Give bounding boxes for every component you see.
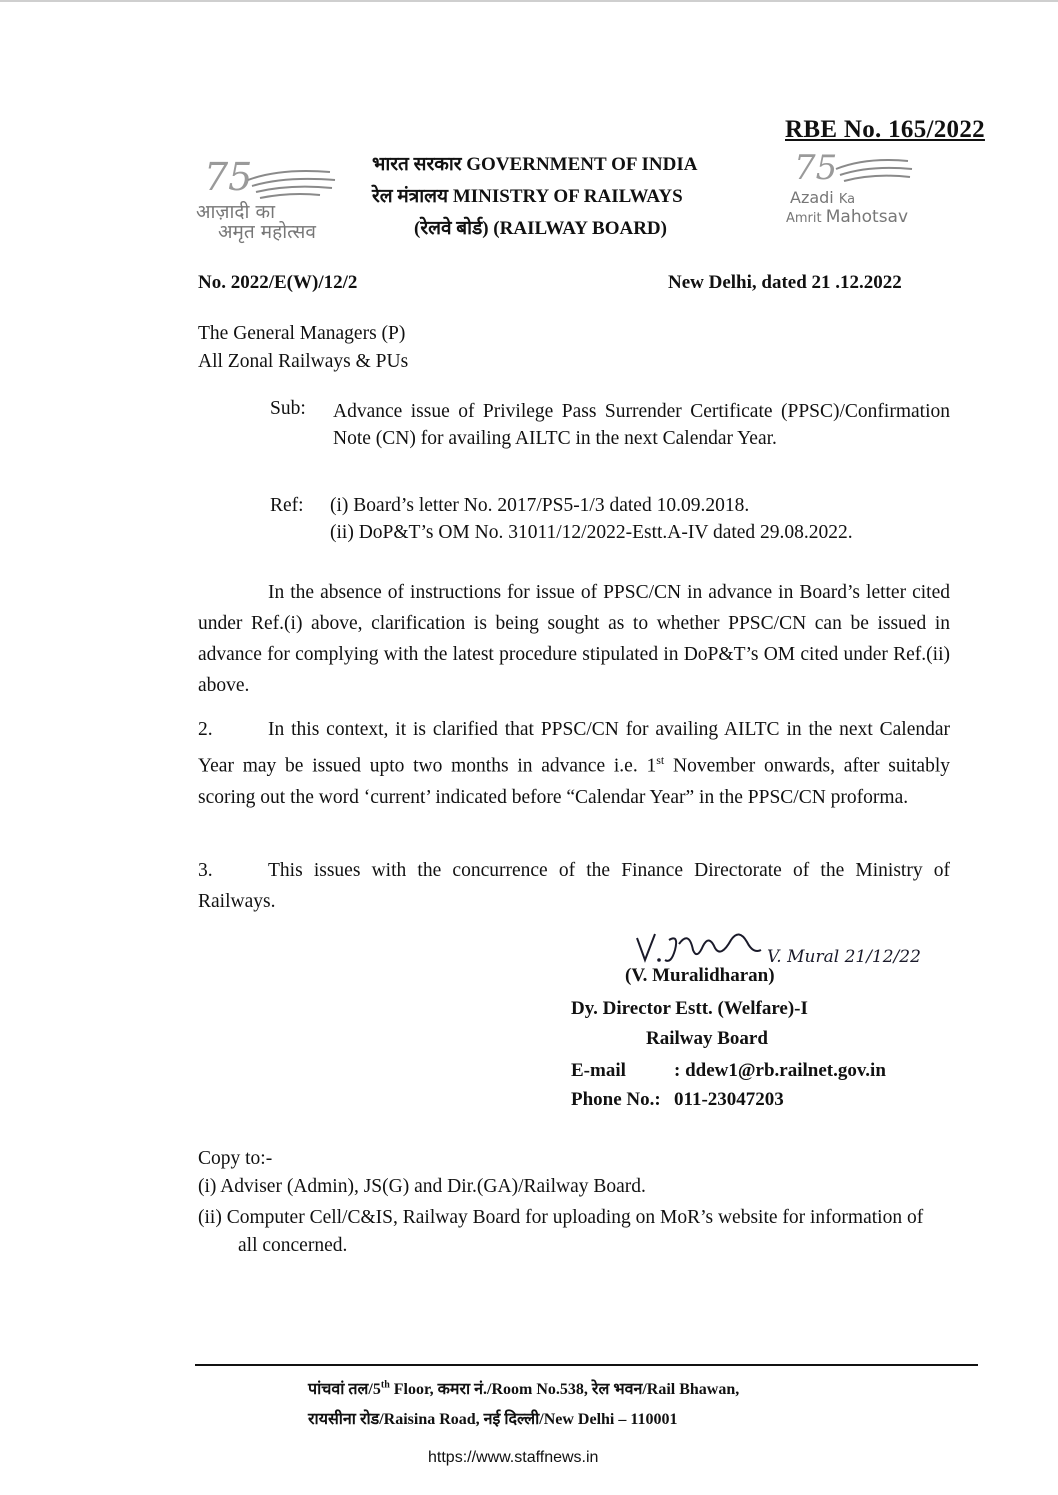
left-logo-line2: अमृत महोत्सव [218,221,316,243]
header-line-ministry: रेल मंत्रालय MINISTRY OF RAILWAYS [372,186,683,207]
right-logo-mahotsav: Mahotsav [825,207,909,227]
source-url[interactable]: https://www.staffnews.in [428,1449,599,1466]
paragraph-2-text-b: November onwards, after suitably scoring out the word ‘current’ indicated before “Calendar Year” in the PPSC/CN proforma. [198,755,950,808]
footer-floor-sup: th [380,1379,390,1391]
header-line-government: भारत सरकार GOVERNMENT OF INDIA [372,154,698,175]
phone-number: 011-23047203 [674,1089,784,1110]
right-logo-amrit: Amrit [786,211,822,226]
paragraph-1-text: In the absence of instructions for issue of PPSC/CN in advance in Board’s letter cited under Ref.(i) above, clarification is being sought as to whether PPSC/CN can be issued in advance for complying with the latest procedure stipulated in DoP&T’s OM cited under Ref.(ii) above. [198,582,950,696]
paragraph-2-number: 2. [198,719,213,740]
reference-label: Ref: [270,495,304,516]
header-line-railway-board: (रेलवे बोर्ड) (RAILWAY BOARD) [414,218,667,239]
scan-edge [0,0,1058,2]
copy-to-item-1: (i) Adviser (Admin), JS(G) and Dir.(GA)/Railway Board. [198,1176,646,1197]
handwritten-signature [635,920,921,970]
subject-text: Advance issue of Privilege Pass Surrender Certificate (PPSC)/Confirmation Note (CN) for availing AILTC in the next Calendar Year. [333,401,950,449]
email-label: E-mail [571,1060,626,1081]
signatory-name: (V. Muralidharan) [625,965,775,986]
svg-text:75: 75 [204,155,253,199]
reference-2: (ii) DoP&T’s OM No. 31011/12/2022-Estt.A-IV dated 29.08.2022. [330,522,853,543]
left-logo-line1: आज़ादी का [196,201,275,223]
paragraph-2-text-a: In this context, it is clarified that PPSC/CN for availing AILTC in the next Calendar Year may be issued upto two months in advance i.e. 1 [198,719,950,777]
letter-date: New Delhi, dated 21 .12.2022 [668,272,902,293]
rbe-number: RBE No. 165/2022 [785,116,985,143]
addressee-line-2: All Zonal Railways & PUs [198,351,409,372]
addressee-line-1: The General Managers (P) [198,323,406,344]
paragraph-2 [198,714,950,813]
right-logo-ka: Ka [838,192,856,207]
paragraph-3 [198,855,950,917]
subject-label: Sub: [270,398,306,419]
azadi-ka-amrit-mahotsav-logo-english [786,143,946,238]
signature-stroke-icon [635,920,921,970]
paragraph-3-text: This issues with the concurrence of the Finance Directorate of the Ministry of Railways. [198,860,950,912]
signature-handwriting: V. Mural 21/12/22 [767,947,921,967]
file-number: No. 2022/E(W)/12/2 [198,272,358,293]
copy-to-label: Copy to:- [198,1148,273,1169]
copy-to-item-2: (ii) Computer Cell/C&IS, Railway Board for uploading on MoR’s website for information of all concerned. [198,1207,924,1256]
svg-text:75: 75 [794,148,838,188]
azadi-ka-amrit-mahotsav-logo-hindi [190,150,350,245]
email-address[interactable]: : ddew1@rb.railnet.gov.in [674,1060,886,1081]
footer-address-line-1 [308,1377,739,1399]
paragraph-2-superscript: st [656,753,665,767]
reference-1: (i) Board’s letter No. 2017/PS5-1/3 dated 10.09.2018. [330,495,750,516]
footer-room: Floor, कमरा नं./Room No.538, रेल भवन/Rail Bhawan, [389,1381,740,1398]
signatory-phone-row [571,1089,784,1111]
paragraph-1 [198,577,950,701]
phone-label: Phone No.: [571,1089,661,1110]
signatory-designation: Dy. Director Estt. (Welfare)-I [571,998,808,1019]
right-logo-azadi: Azadi [790,188,834,207]
paragraph-3-number: 3. [198,860,213,881]
signatory-email-row [571,1060,886,1082]
signatory-office: Railway Board [646,1028,768,1049]
footer-floor: पांचवां तल/5 [308,1381,381,1398]
footer-address-line-2: रायसीना रोड/Raisina Road, नई दिल्ली/New Delhi – 110001 [308,1411,678,1428]
footer-divider [195,1364,978,1366]
